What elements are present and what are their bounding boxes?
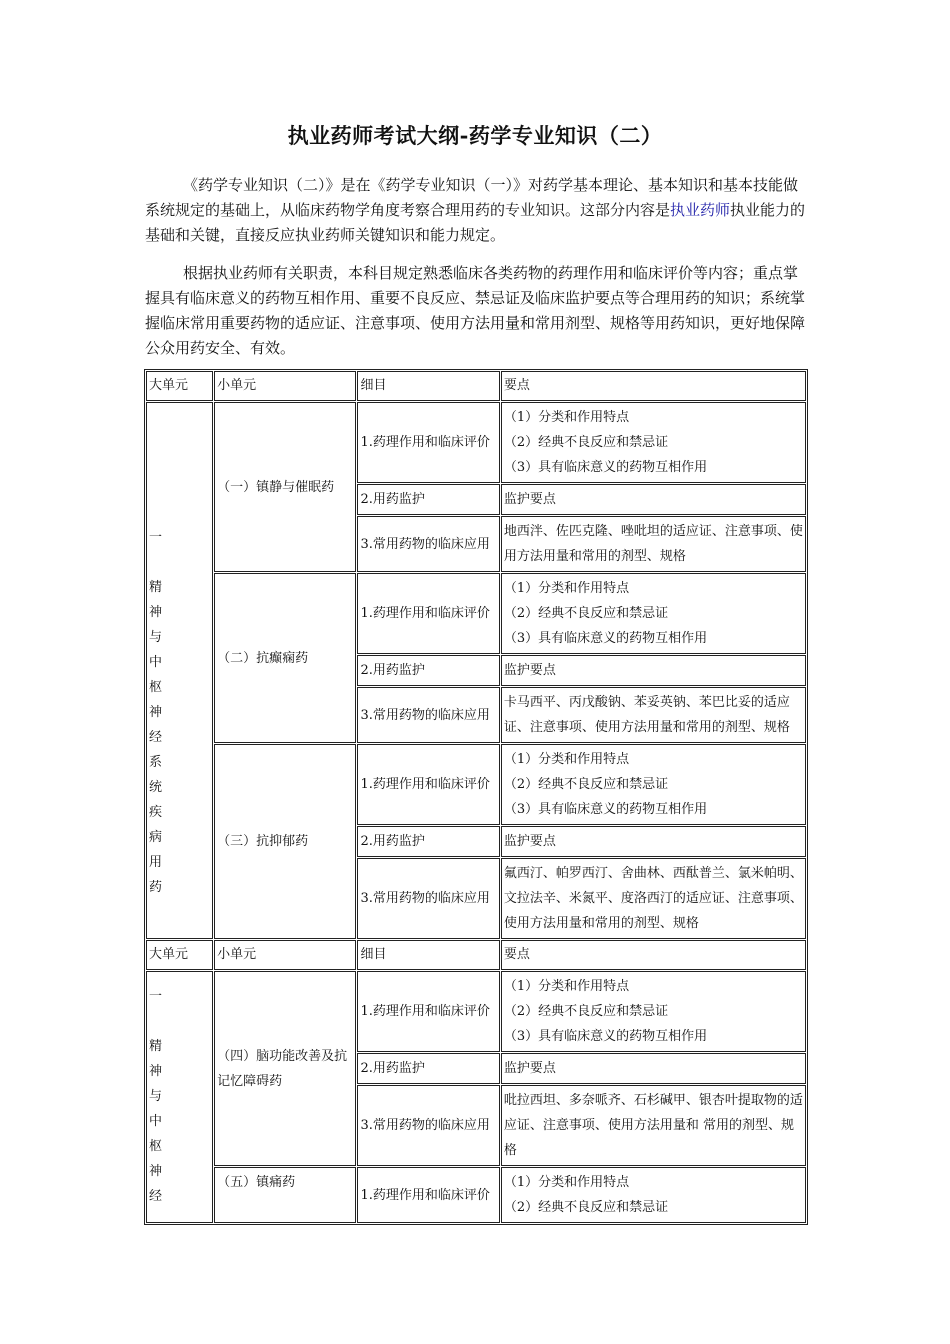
item-pharmacology: 1.药理作用和临床评价: [357, 402, 499, 483]
key-points: [501, 744, 806, 825]
vchar: [149, 1009, 165, 1034]
vchar: 与: [149, 629, 163, 645]
vchar: 中: [149, 1113, 163, 1129]
monitoring-points: 监护要点: [501, 484, 806, 515]
key-points: [501, 573, 806, 654]
vchar: 枢: [149, 679, 163, 695]
point-1: （1）分类和作用特点: [503, 410, 630, 425]
item-clinical-use: 3.常用药物的临床应用: [357, 1085, 499, 1166]
vchar: 病: [149, 829, 163, 845]
point-2: （2）经典不良反应和禁忌证: [503, 1004, 669, 1019]
table-header-row: [146, 940, 806, 970]
vchar: 用: [149, 854, 163, 870]
point-1: （1）分类和作用特点: [503, 1175, 630, 1190]
vchar: 精: [149, 1038, 163, 1054]
table-header-row: [146, 371, 806, 401]
vchar: 精: [149, 579, 163, 595]
vchar: [149, 550, 165, 575]
intro-paragraph-1: [145, 173, 810, 248]
table-row: [146, 573, 806, 654]
vchar: 药: [149, 879, 163, 895]
key-points: [501, 402, 806, 483]
point-2: （2）经典不良反应和禁忌证: [503, 435, 669, 450]
syllabus-table: [144, 369, 808, 1225]
point-2: （2）经典不良反应和禁忌证: [503, 606, 669, 621]
point-3: （3）具有临床意义的药物互相作用: [503, 631, 708, 646]
intro-paragraph-2: 根据执业药师有关职责，本科目规定熟悉临床各类药物的药理作用和临床评价等内容；重点掌握具有临床意义的药物互相作用、重要不良反应、禁忌证及临床监护要点等合理用药的知识；系统掌握临床常用重要药物的适应证、注意事项、使用方法用量和常用剂型、规格等用药知识，更好地保障公众用药安全、有效。: [145, 264, 806, 357]
vchar: 一: [149, 529, 163, 545]
drug-list: 吡拉西坦、多奈哌齐、石杉碱甲、银杏叶提取物的适应证、注意事项、使用方法用量和 常用的剂型、规格: [501, 1085, 806, 1166]
item-pharmacology: 1.药理作用和临床评价: [357, 1167, 499, 1223]
vchar: 神: [149, 1063, 163, 1079]
item-pharmacology: 1.药理作用和临床评价: [357, 971, 499, 1052]
item-monitoring: 2.用药监护: [357, 655, 499, 686]
major-unit-1: [146, 402, 213, 939]
vchar: 枢: [149, 1138, 163, 1154]
item-monitoring: 2.用药监护: [357, 826, 499, 857]
vchar: 神: [149, 1163, 163, 1179]
point-1: （1）分类和作用特点: [503, 752, 630, 767]
monitoring-points: 监护要点: [501, 655, 806, 686]
vchar: 中: [149, 654, 163, 670]
sub-unit-3: （三）抗抑郁药: [214, 744, 356, 939]
item-clinical-use: 3.常用药物的临床应用: [357, 516, 499, 572]
vchar: 系: [149, 754, 163, 770]
vchar: 疾: [149, 804, 163, 820]
header-item: 细目: [357, 940, 499, 970]
header-sub-unit: 小单元: [214, 940, 356, 970]
vchar: 神: [149, 704, 163, 720]
header-key-points: 要点: [501, 371, 806, 401]
sub-unit-1: （一）镇静与催眠药: [214, 402, 356, 572]
major-unit-1-continued: [146, 971, 213, 1223]
key-points: [501, 1167, 806, 1223]
point-3: （3）具有临床意义的药物互相作用: [503, 460, 708, 475]
sub-unit-5: （五）镇痛药: [214, 1167, 356, 1223]
header-sub-unit: 小单元: [214, 371, 356, 401]
intro-p1-text-b: 执业能力的 基础和关键，直接反应执业药师关键知识和能力规定。: [145, 201, 806, 244]
table-row: [146, 402, 806, 483]
header-key-points: 要点: [501, 940, 806, 970]
item-pharmacology: 1.药理作用和临床评价: [357, 744, 499, 825]
licensed-pharmacist-link[interactable]: 执业药师: [670, 201, 731, 219]
point-2: （2）经典不良反应和禁忌证: [503, 777, 669, 792]
vchar: 经: [149, 729, 163, 745]
table-row: [146, 1167, 806, 1223]
monitoring-points: 监护要点: [501, 1053, 806, 1084]
point-1: （1）分类和作用特点: [503, 979, 630, 994]
drug-list: 卡马西平、丙戊酸钠、苯妥英钠、苯巴比妥的适应证、注意事项、使用方法用量和常用的剂型、规格: [501, 687, 806, 743]
monitoring-points: 监护要点: [501, 826, 806, 857]
vchar: 与: [149, 1088, 163, 1104]
drug-list: 氟西汀、帕罗西汀、舍曲林、西酞普兰、氯米帕明、文拉法辛、米氮平、度洛西汀的适应证、注意事项、使用方法用量和常用的剂型、规格: [501, 858, 806, 939]
drug-list: 地西泮、佐匹克隆、唑吡坦的适应证、注意事项、使用方法用量和常用的剂型、规格: [501, 516, 806, 572]
point-1: （1）分类和作用特点: [503, 581, 630, 596]
vchar: 神: [149, 604, 163, 620]
sub-unit-4: （四）脑功能改善及抗记忆障碍药: [214, 971, 356, 1166]
point-2: （2）经典不良反应和禁忌证: [503, 1200, 669, 1215]
point-3: （3）具有临床意义的药物互相作用: [503, 802, 708, 817]
point-3: （3）具有临床意义的药物互相作用: [503, 1029, 708, 1044]
item-pharmacology: 1.药理作用和临床评价: [357, 573, 499, 654]
intro-p1-text-a: 《药学专业知识（二）》是在《药学专业知识（一）》对药学基本理论、基本知识和基本技能做系统规定的基础上，从临床药物学角度考察合理用药的专业知识。这部分内容是: [145, 176, 799, 219]
item-monitoring: 2.用药监护: [357, 1053, 499, 1084]
item-clinical-use: 3.常用药物的临床应用: [357, 687, 499, 743]
item-monitoring: 2.用药监护: [357, 484, 499, 515]
vchar: 统: [149, 779, 163, 795]
header-major-unit: 大单元: [146, 371, 213, 401]
item-clinical-use: 3.常用药物的临床应用: [357, 858, 499, 939]
header-major-unit: 大单元: [146, 940, 213, 970]
sub-unit-2: （二）抗癫痫药: [214, 573, 356, 743]
vchar: 一: [149, 988, 163, 1004]
vchar: 经: [149, 1188, 163, 1204]
table-row: [146, 744, 806, 825]
key-points: [501, 971, 806, 1052]
header-item: 细目: [357, 371, 499, 401]
page-title: 执业药师考试大纲-药学专业知识（二）: [287, 123, 663, 148]
table-row: [146, 971, 806, 1052]
